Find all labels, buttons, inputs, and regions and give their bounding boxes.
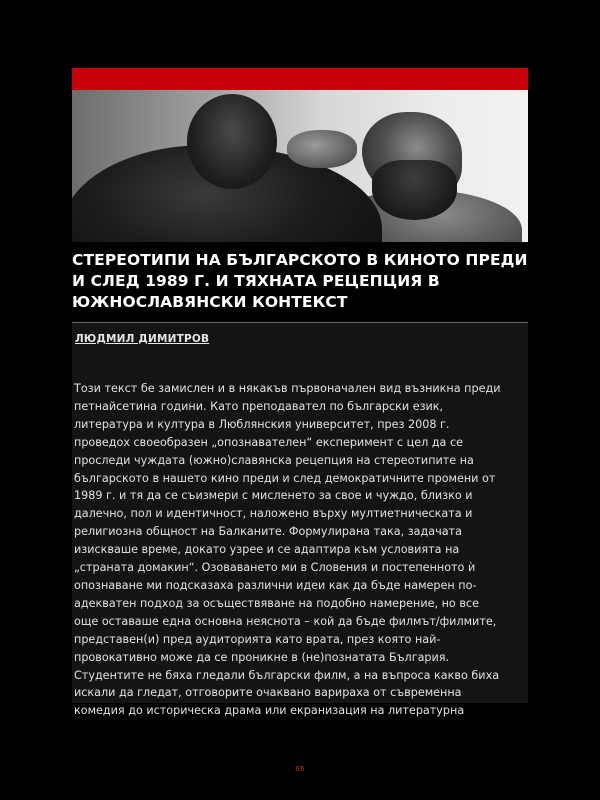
film-still-photo	[72, 90, 528, 242]
article-title: СТЕРЕОТИПИ НА БЪЛГАРСКОТО В КИНОТО ПРЕДИ И СЛЕД 1989 Г. И ТЯХНАТА РЕЦЕПЦИЯ В ЮЖНОСЛАВЯНСКИ КОНТЕКСТ	[72, 251, 528, 311]
author-name: ЛЮДМИЛ ДИМИТРОВ	[75, 333, 210, 345]
article-body: Този текст бе замислен и в някакъв първоначален вид възникна преди петнайсетина години. Като преподавател по български език, литература и култура в Люблянския университет, през 2008 г. проведох своеобразен „опознавателен“ експеримент с цел да се проследи чуждата (южно)славянска рецепция на стереотипите на българското в нашето кино преди и след демократичните промени от 1989 г. и тя да се съизмери с мисленето за свое и чуждо, близко и далечно, пол и идентичност, наложено върху мултиетническата и религиозна общност на Балканите. Формулирана така, задачата изискваше време, докато узрее и се адаптира към условията на „страната домакин“. Озоваването ми в Словения и постепенното ѝ опознаване ми подсказаха различни идеи как да бъде намерен по- адекватен подход за осъществяване на подобно намерение, но все още оставаше една основна неяснота – кой да бъде филмът/филмите, представен(и) пред аудиторията като врата, през която най- провокативно може да се проникне в (не)познатата България. Студентите не бяха гледали български филм, а на въпроса какво биха искали да гледат, отговорите очаквано варираха от съвременна комедия до историческа драма или екранизация на литературна	[74, 382, 501, 718]
photo-figure-right-beard	[372, 160, 457, 220]
photo-figure-left-head	[187, 94, 277, 189]
photo-hand	[287, 130, 357, 168]
header-accent-bar	[72, 68, 528, 90]
page-number: 86	[295, 765, 305, 773]
